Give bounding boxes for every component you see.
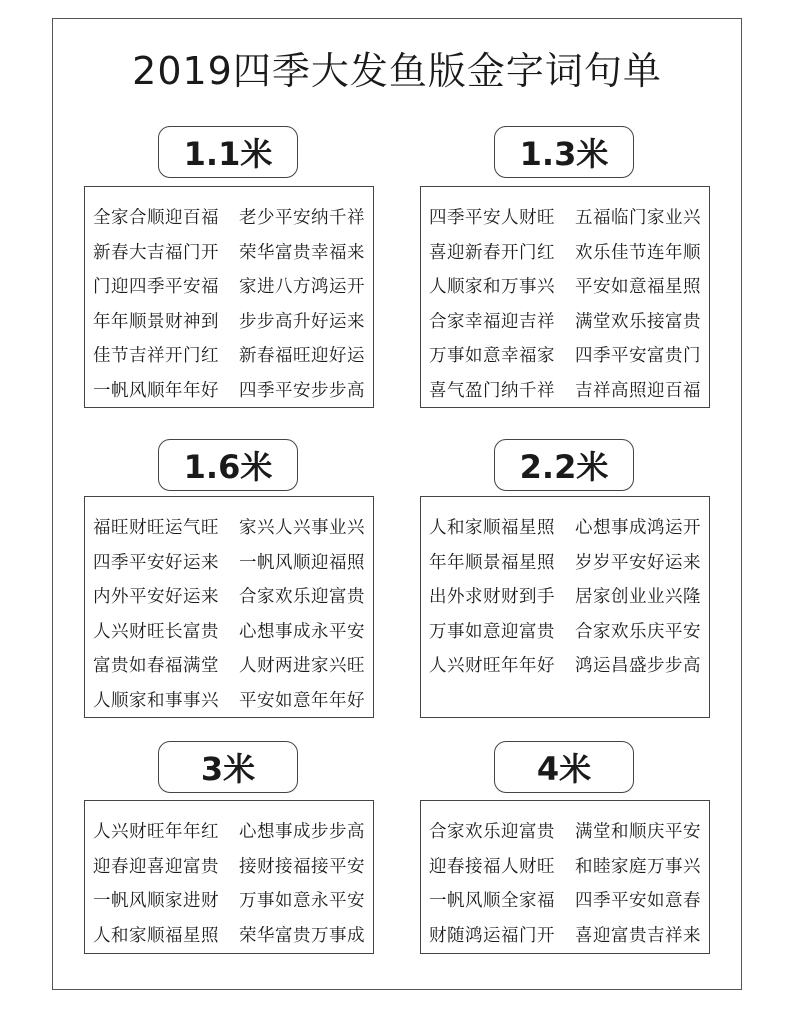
phrase-item: 心想事成鸿运开	[575, 518, 701, 538]
phrase-column-left	[93, 815, 219, 953]
phrase-item: 岁岁平安好运来	[575, 552, 701, 573]
phrase-item: 万事如意幸福家	[429, 346, 555, 366]
phrase-box-3m	[84, 800, 374, 954]
size-label-1-3m: 1.3米	[494, 126, 634, 178]
phrase-item: 心想事成步步高	[239, 822, 365, 842]
size-label-3m: 3米	[158, 741, 298, 793]
phrase-item: 财随鸿运福门开	[429, 925, 555, 946]
phrase-item: 一帆风顺迎福照	[239, 552, 365, 573]
phrase-column-left	[429, 201, 555, 408]
phrase-item: 人顺家和万事兴	[429, 277, 555, 297]
phrase-item: 人和家顺福星照	[93, 925, 219, 946]
phrase-column-right	[239, 201, 365, 408]
phrase-item: 吉祥高照迎百福	[575, 380, 701, 401]
phrase-item: 老少平安纳千祥	[239, 208, 365, 228]
phrase-item: 步步高升好运来	[239, 311, 365, 332]
phrase-item: 平安如意福星照	[575, 277, 701, 297]
phrase-item: 鸿运昌盛步步高	[575, 656, 701, 676]
phrase-item: 欢乐佳节连年顺	[575, 242, 701, 263]
phrase-item: 五福临门家业兴	[575, 208, 701, 228]
phrase-item: 新春大吉福门开	[93, 242, 219, 263]
page-title: 2019四季大发鱼版金字词句单	[132, 49, 662, 93]
phrase-item: 人顺家和事事兴	[93, 690, 219, 711]
phrase-column-right	[239, 815, 365, 953]
phrase-box-1-1m	[84, 186, 374, 408]
phrase-item: 四季平安富贵门	[575, 346, 701, 366]
phrase-item: 迎春迎喜迎富贵	[93, 856, 219, 877]
phrase-item: 和睦家庭万事兴	[575, 856, 701, 877]
phrase-item: 四季平安人财旺	[429, 208, 555, 228]
phrase-item: 一帆风顺年年好	[93, 380, 219, 401]
phrase-column-left	[93, 201, 219, 408]
size-label-1-6m: 1.6米	[158, 439, 298, 491]
phrase-column-left	[429, 511, 555, 684]
phrase-column-right	[575, 201, 701, 408]
phrase-item: 人兴财旺年年好	[429, 656, 555, 676]
phrase-item: 喜气盈门纳千祥	[429, 380, 555, 401]
phrase-item: 家进八方鸿运开	[239, 277, 365, 297]
phrase-item: 出外求财财到手	[429, 587, 555, 607]
phrase-item: 人兴财旺长富贵	[93, 621, 219, 642]
size-label-4m: 4米	[494, 741, 634, 793]
phrase-column-left	[429, 815, 555, 953]
phrase-item: 迎春接福人财旺	[429, 856, 555, 877]
phrase-item: 人财两进家兴旺	[239, 656, 365, 676]
phrase-box-2-2m	[420, 496, 710, 718]
phrase-item: 年年顺景福星照	[429, 552, 555, 573]
phrase-item: 内外平安好运来	[93, 587, 219, 607]
phrase-item: 合家欢乐迎富贵	[429, 822, 555, 842]
phrase-column-right	[575, 815, 701, 953]
phrase-item: 合家欢乐迎富贵	[239, 587, 365, 607]
phrase-column-right	[239, 511, 365, 718]
phrase-item: 全家合顺迎百福	[93, 208, 219, 228]
size-label-1-1m: 1.1米	[158, 126, 298, 178]
phrase-item: 合家幸福迎吉祥	[429, 311, 555, 332]
phrase-item: 荣华富贵幸福来	[239, 242, 365, 263]
phrase-item: 佳节吉祥开门红	[93, 346, 219, 366]
phrase-item: 喜迎新春开门红	[429, 242, 555, 263]
phrase-column-right	[575, 511, 701, 684]
phrase-box-1-3m	[420, 186, 710, 408]
phrase-item: 满堂欢乐接富贵	[575, 311, 701, 332]
phrase-item: 人和家顺福星照	[429, 518, 555, 538]
phrase-box-1-6m	[84, 496, 374, 718]
phrase-item: 平安如意年年好	[239, 690, 365, 711]
phrase-item: 居家创业业兴隆	[575, 587, 701, 607]
phrase-item: 合家欢乐庆平安	[575, 621, 701, 642]
phrase-item: 家兴人兴事业兴	[239, 518, 365, 538]
phrase-item: 万事如意永平安	[239, 891, 365, 911]
phrase-item: 四季平安步步高	[239, 380, 365, 401]
phrase-item: 福旺财旺运气旺	[93, 518, 219, 538]
phrase-item: 年年顺景财神到	[93, 311, 219, 332]
phrase-item: 心想事成永平安	[239, 621, 365, 642]
phrase-item: 万事如意迎富贵	[429, 621, 555, 642]
phrase-item: 一帆风顺全家福	[429, 891, 555, 911]
phrase-item: 喜迎富贵吉祥来	[575, 925, 701, 946]
phrase-box-4m	[420, 800, 710, 954]
phrase-item: 四季平安好运来	[93, 552, 219, 573]
size-label-2-2m: 2.2米	[494, 439, 634, 491]
phrase-item: 新春福旺迎好运	[239, 346, 365, 366]
phrase-item: 接财接福接平安	[239, 856, 365, 877]
phrase-item: 四季平安如意春	[575, 891, 701, 911]
phrase-item: 满堂和顺庆平安	[575, 822, 701, 842]
phrase-item: 一帆风顺家进财	[93, 891, 219, 911]
phrase-item: 富贵如春福满堂	[93, 656, 219, 676]
phrase-item: 门迎四季平安福	[93, 277, 219, 297]
phrase-item: 人兴财旺年年红	[93, 822, 219, 842]
phrase-column-left	[93, 511, 219, 718]
phrase-item: 荣华富贵万事成	[239, 925, 365, 946]
